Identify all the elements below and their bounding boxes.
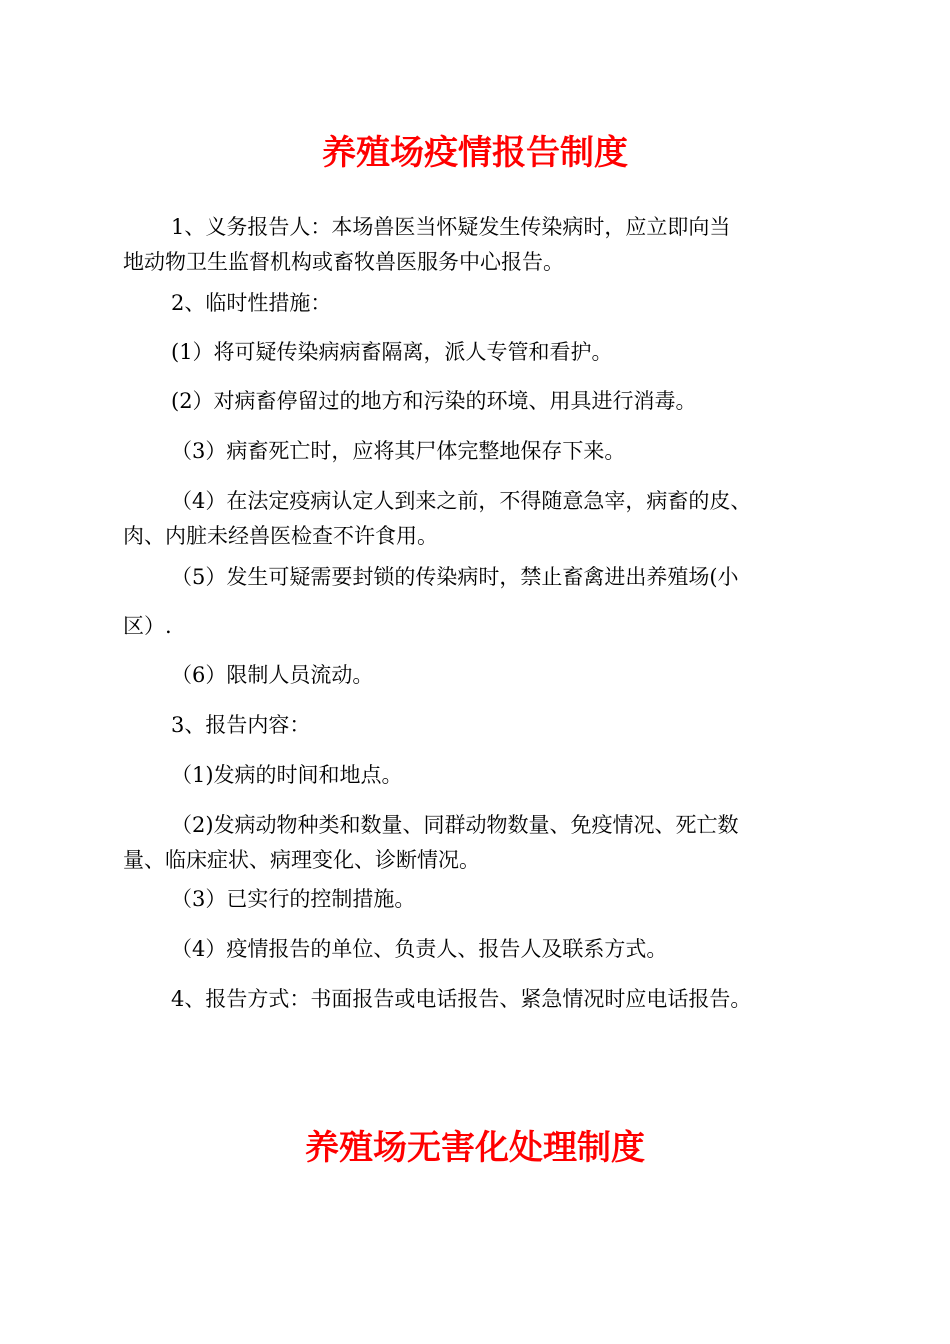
paragraph-reporter [123, 210, 835, 280]
paragraph-report-method: 4、报告方式：书面报告或电话报告、紧急情况时应电话报告。 [171, 987, 752, 1011]
paragraph-line: 地动物卫生监督机构或畜牧兽医服务中心报告。 [123, 250, 564, 274]
paragraph-content-1: （1)发病的时间和地点。 [171, 763, 403, 787]
paragraph-line: 量、临床症状、病理变化、诊断情况。 [123, 848, 480, 872]
next-section-title: 养殖场无害化处理制度 [305, 1128, 645, 1168]
paragraph-content-3: （3）已实行的控制措施。 [171, 887, 416, 911]
paragraph-line: 区）. [123, 614, 172, 638]
paragraph-line: 1、义务报告人：本场兽医当怀疑发生传染病时，应立即向当 [171, 215, 731, 239]
paragraph-measure-3: （3）病畜死亡时，应将其尸体完整地保存下来。 [171, 439, 626, 463]
document-title: 养殖场疫情报告制度 [322, 133, 628, 173]
paragraph-measure-6: （6）限制人员流动。 [171, 663, 374, 687]
paragraph-measure-2: (2）对病畜停留过的地方和污染的环境、用具进行消毒。 [171, 389, 697, 413]
paragraph-temp-measures-heading: 2、临时性措施： [171, 291, 332, 315]
paragraph-measure-4 [123, 484, 835, 554]
paragraph-measure-5 [123, 560, 835, 644]
paragraph-report-content-heading: 3、报告内容： [171, 713, 311, 737]
paragraph-line: （2)发病动物种类和数量、同群动物数量、免疫情况、死亡数 [171, 813, 739, 837]
paragraph-measure-1: (1）将可疑传染病病畜隔离，派人专管和看护。 [171, 340, 613, 364]
paragraph-line: （4）在法定疫病认定人到来之前，不得随意急宰，病畜的皮、 [171, 489, 752, 513]
paragraph-line: 肉、内脏未经兽医检查不许食用。 [123, 524, 438, 548]
paragraph-content-4: （4）疫情报告的单位、负责人、报告人及联系方式。 [171, 937, 668, 961]
paragraph-line: （5）发生可疑需要封锁的传染病时，禁止畜禽进出养殖场(小 [171, 565, 739, 589]
paragraph-content-2 [123, 808, 835, 878]
